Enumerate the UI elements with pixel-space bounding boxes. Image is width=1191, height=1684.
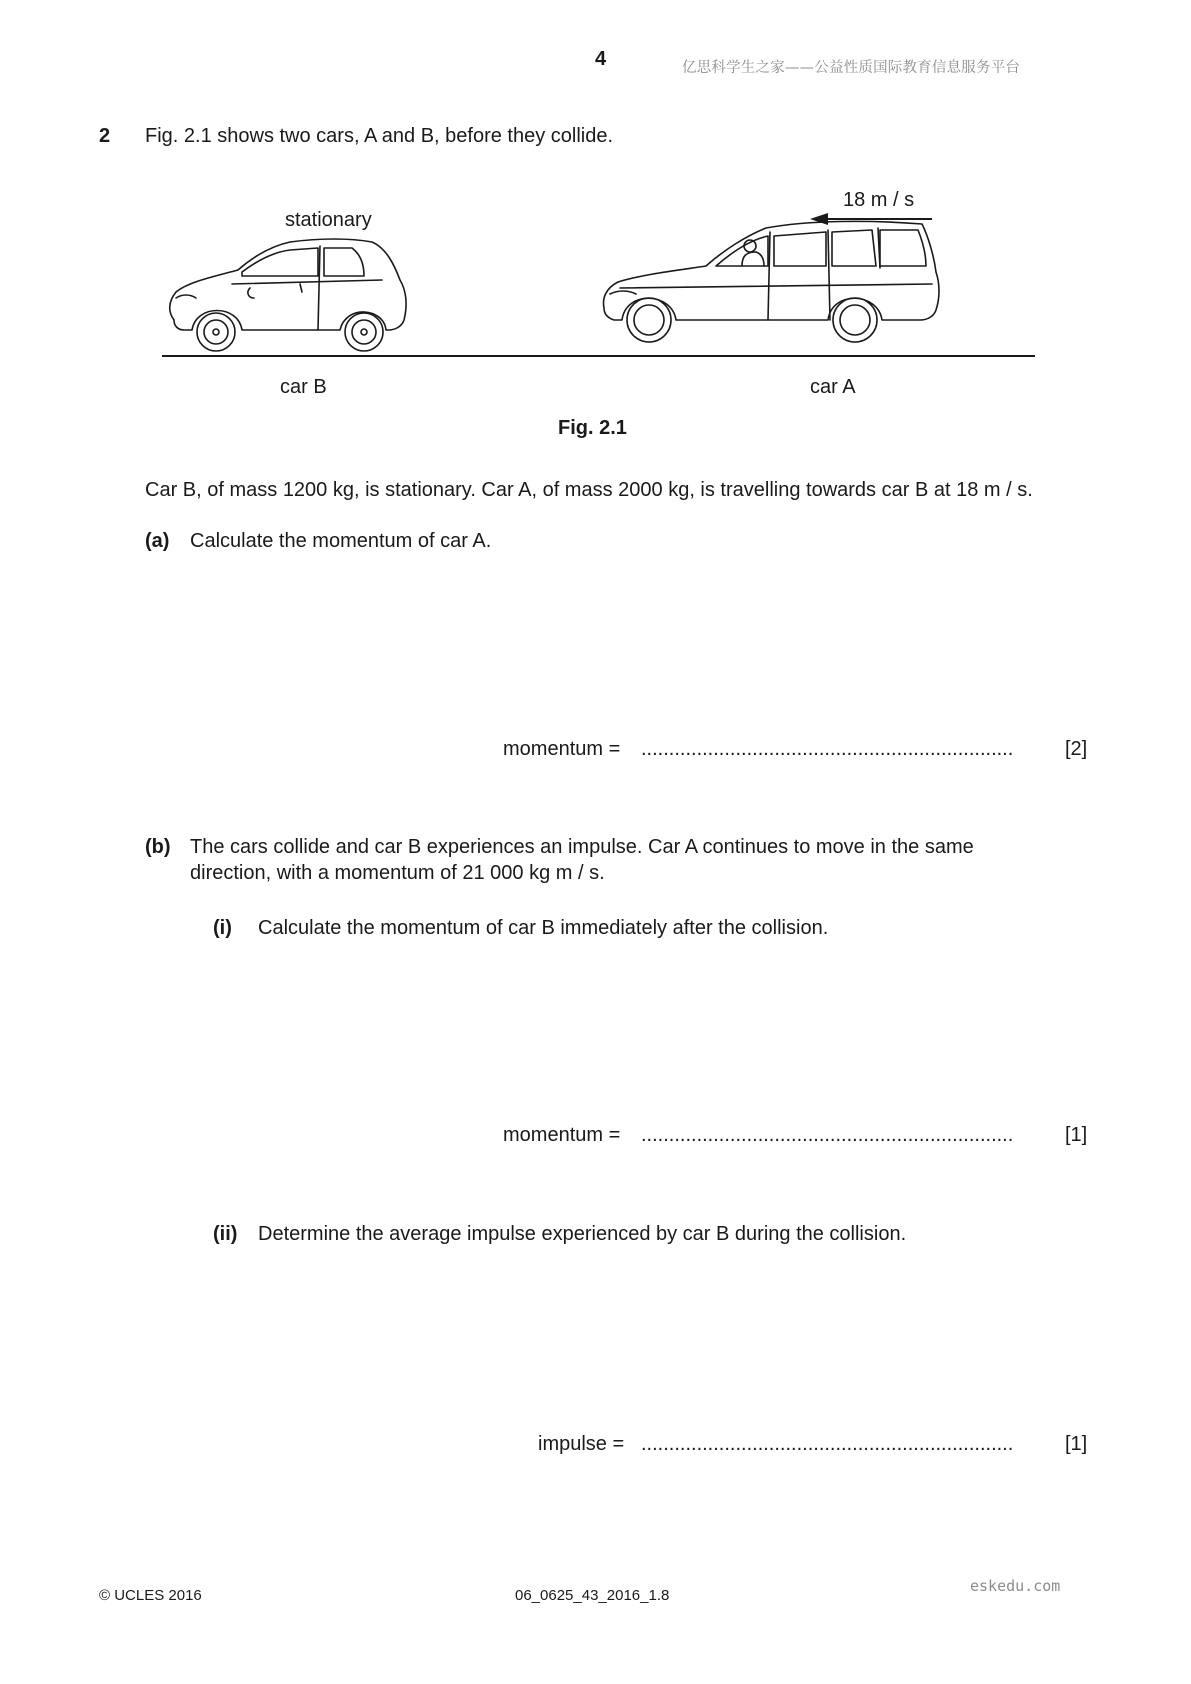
- label-car-a: car A: [810, 376, 856, 398]
- part-b-i-label: (i): [213, 917, 232, 939]
- part-b-label: (b): [145, 836, 171, 858]
- part-b-ii-text: Determine the average impulse experienced by car B during the collision.: [258, 1223, 907, 1245]
- footer-watermark: eskedu.com: [970, 1577, 1061, 1595]
- part-b-ii-answer-field[interactable]: ...................................................................: [641, 1433, 1014, 1455]
- part-b-i-text: Calculate the momentum of car B immediately after the collision.: [258, 917, 829, 939]
- part-b-ii-marks: [1]: [1065, 1433, 1088, 1455]
- part-b-i-answer-field[interactable]: ...................................................................: [641, 1124, 1014, 1146]
- car-a-illustration: [604, 221, 939, 342]
- question-stem: Car B, of mass 1200 kg, is stationary. Car A, of mass 2000 kg, is travelling towards car B at 18 m / s.: [145, 479, 1033, 501]
- car-b-illustration: [170, 239, 406, 351]
- question-number: 2: [99, 125, 111, 147]
- page-number: 4: [595, 48, 607, 70]
- part-b-ii-label: (ii): [213, 1223, 238, 1245]
- part-b-text-line2: direction, with a momentum of 21 000 kg m / s.: [190, 862, 605, 884]
- part-a-answer-field[interactable]: ...................................................................: [641, 738, 1014, 760]
- label-car-b: car B: [280, 376, 327, 398]
- figure-two-cars: [150, 180, 1050, 420]
- figure-caption: Fig. 2.1: [558, 417, 627, 439]
- part-b-i-answer-label: momentum =: [503, 1124, 621, 1146]
- part-a-text: Calculate the momentum of car A.: [190, 530, 492, 552]
- footer-copyright: © UCLES 2016: [99, 1587, 202, 1604]
- part-a-label: (a): [145, 530, 170, 552]
- part-b-i-marks: [1]: [1065, 1124, 1088, 1146]
- part-b-text-line1: The cars collide and car B experiences an impulse. Car A continues to move in the same: [190, 836, 974, 858]
- part-a-marks: [2]: [1065, 738, 1088, 760]
- question-intro: Fig. 2.1 shows two cars, A and B, before they collide.: [145, 125, 614, 147]
- footer-paper-code: 06_0625_43_2016_1.8: [515, 1587, 670, 1604]
- label-stationary: stationary: [285, 209, 372, 231]
- header-watermark: 亿思科学生之家——公益性质国际教育信息服务平台: [682, 60, 1021, 76]
- label-speed: 18 m / s: [843, 189, 915, 211]
- part-b-ii-answer-label: impulse =: [538, 1433, 625, 1455]
- part-a-answer-label: momentum =: [503, 738, 621, 760]
